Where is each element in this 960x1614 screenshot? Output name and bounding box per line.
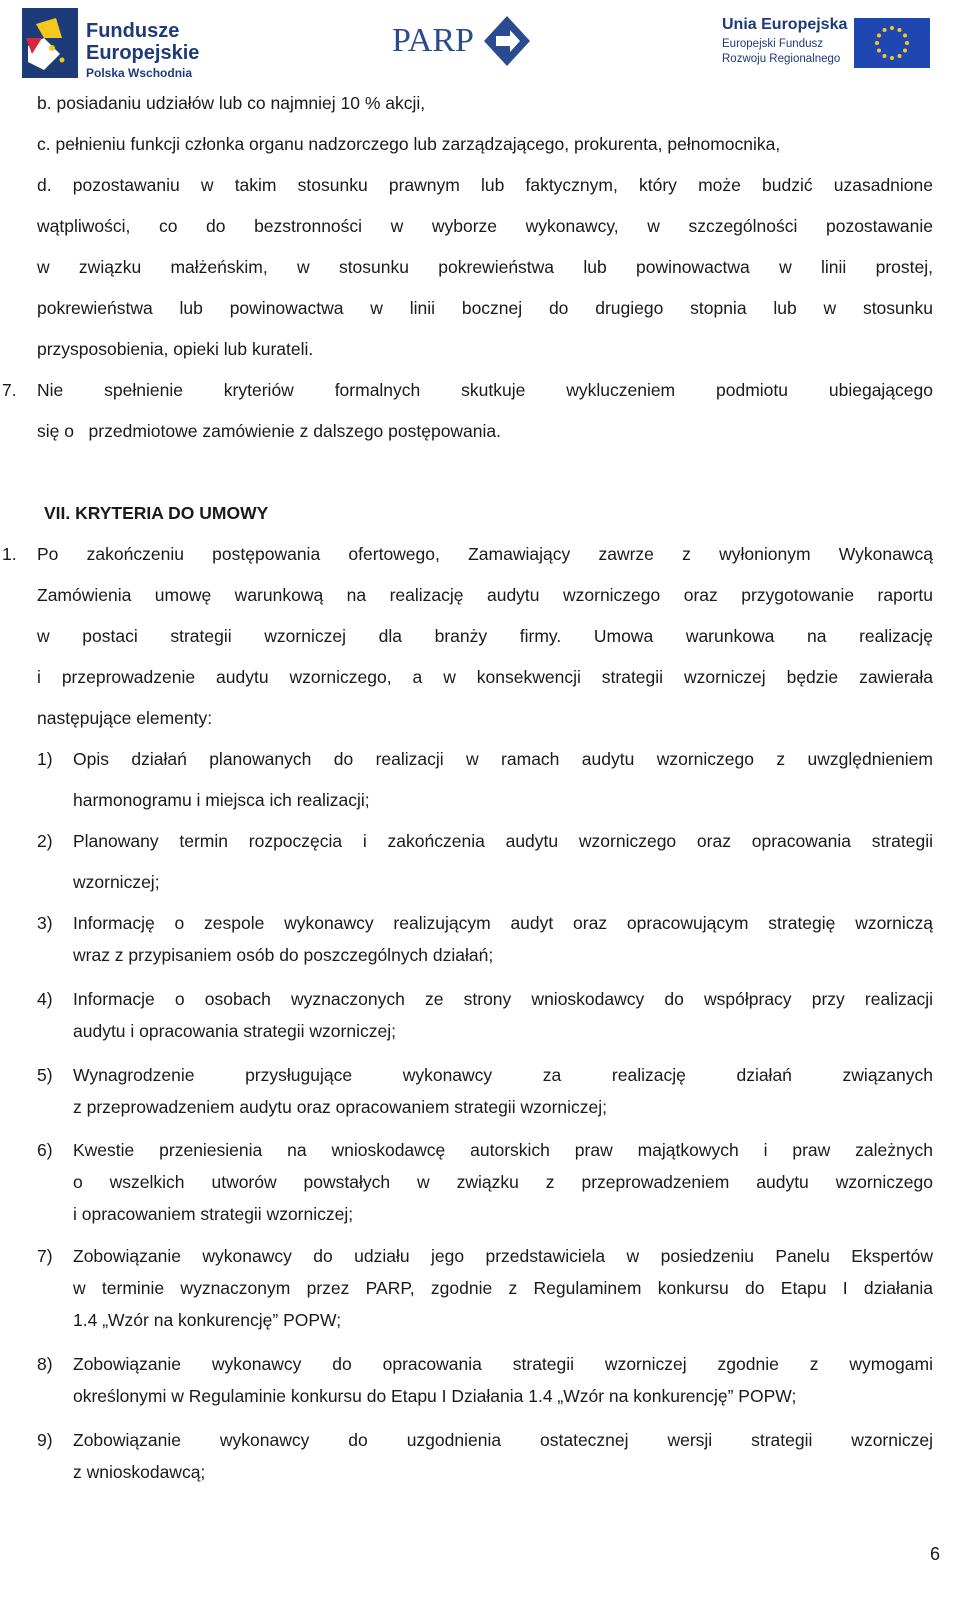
item-1-line5: następujące elementy: [37,708,213,728]
subitem-6-line1: Kwestie przeniesienia na wnioskodawcę autorskich praw majątkowych i praw zależnych [73,1140,933,1160]
subitem-8-line1: Zobowiązanie wykonawcy do opracowania strategii wzorniczej zgodnie z wymogami [73,1354,933,1374]
subitem-9-line2: z wnioskodawcą; [73,1462,206,1482]
section-heading: VII. KRYTERIA DO UMOWY [44,503,269,523]
item-7-line1: Nie spełnienie kryteriów formalnych skutkuje wykluczeniem podmiotu ubiegającego [37,380,933,400]
list-item-b: b. posiadaniu udziałów lub co najmniej 10 % akcji, [37,93,426,113]
subitem-2-line2: wzorniczej; [73,872,160,892]
subitem-7-line3: 1.4 „Wzór na konkurencję” POPW; [73,1310,342,1330]
subitem-6-line3: i opracowaniem strategii wzorniczej; [73,1204,354,1224]
fundusze-europejskie-emblem-icon [22,8,82,78]
item-7-line2: się o przedmiotowe zamówienie z dalszego postępowania. [37,421,502,441]
logo-fe-line3: Polska Wschodnia [86,66,193,80]
subitem-3-number: 3) [37,913,53,933]
item-1-line1: Po zakończeniu postępowania ofertowego, Zamawiający zawrze z wyłonionym Wykonawcą [37,544,933,564]
subitem-3-line1: Informację o zespole wykonawcy realizującym audyt oraz opracowującym strategię wzorniczą [73,913,933,933]
subitem-2-number: 2) [37,831,53,851]
subitem-6-number: 6) [37,1140,53,1160]
subitem-8-number: 8) [37,1354,53,1374]
subitem-7-number: 7) [37,1246,53,1266]
logo-fe-line2: Europejskie [86,42,200,64]
list-item-d-line1: d. pozostawaniu w takim stosunku prawnym lub faktycznym, który może budzić uzasadnione [37,175,933,195]
subitem-9-line1: Zobowiązanie wykonawcy do uzgodnienia ostatecznej wersji strategii wzorniczej [73,1430,933,1450]
logo-unia-europejska [722,16,932,70]
subitem-3-line2: wraz z przypisaniem osób do poszczególnych działań; [73,945,494,965]
subitem-8-line2: określonymi w Regulaminie konkursu do Etapu I Działania 1.4 „Wzór na konkurencję” POPW; [73,1386,797,1406]
item-1-line3: w postaci strategii wzorniczej dla branży firmy. Umowa warunkowa na realizację [37,626,933,646]
list-item-d-line5: przysposobienia, opieki lub kurateli. [37,339,314,359]
subitem-6-line2: o wszelkich utworów powstałych w związku z przeprowadzeniem audytu wzorniczego [73,1172,933,1192]
subitem-9-number: 9) [37,1430,53,1450]
list-item-d-line2: wątpliwości, co do bezstronności w wyborze wykonawcy, w szczególności pozostawanie [37,216,933,236]
item-1-line4: i przeprowadzenie audytu wzorniczego, a w konsekwencji strategii wzorniczej będzie zawierała [37,667,933,687]
subitem-5-line2: z przeprowadzeniem audytu oraz opracowaniem strategii wzorniczej; [73,1097,607,1117]
item-1-number: 1. [2,544,17,564]
eu-flag-icon [854,18,930,68]
subitem-5-number: 5) [37,1065,53,1085]
logo-ue-line2: Europejski Fundusz [722,38,823,50]
subitem-4-line2: audytu i opracowania strategii wzorniczej; [73,1021,396,1041]
list-item-d-line4: pokrewieństwa lub powinowactwa w linii bocznej do drugiego stopnia lub w stosunku [37,298,933,318]
subitem-7-line1: Zobowiązanie wykonawcy do udziału jego przedstawiciela w posiedzeniu Panelu Ekspertów [73,1246,933,1266]
subitem-7-line2: w terminie wyznaczonym przez PARP, zgodnie z Regulaminem konkursu do Etapu I działania [73,1278,933,1298]
subitem-1-line2: harmonogramu i miejsca ich realizacji; [73,790,370,810]
item-7-number: 7. [2,380,17,400]
subitem-4-line1: Informacje o osobach wyznaczonych ze strony wnioskodawcy do współpracy przy realizacji [73,989,933,1009]
logo-fe-line1: Fundusze [86,20,180,42]
list-item-c: c. pełnieniu funkcji członka organu nadzorczego lub zarządzającego, prokurenta, pełnomocnika, [37,134,781,154]
subitem-1-number: 1) [37,749,53,769]
logo-parp-word: PARP [392,22,474,59]
subitem-2-line1: Planowany termin rozpoczęcia i zakończenia audytu wzorniczego oraz opracowania strategii [73,831,933,851]
logo-ue-line1: Unia Europejska [722,16,848,33]
logo-ue-line3: Rozwoju Regionalnego [722,53,841,65]
list-item-d-line3: w związku małżeńskim, w stosunku pokrewieństwa lub powinowactwa w linii prostej, [37,257,933,277]
subitem-4-number: 4) [37,989,53,1009]
parp-emblem-icon [484,16,530,66]
item-1-line2: Zamówienia umowę warunkową na realizację audytu wzorniczego oraz przygotowanie raportu [37,585,933,605]
subitem-5-line1: Wynagrodzenie przysługujące wykonawcy za realizację działań związanych [73,1065,933,1085]
logo-fundusze-europejskie [22,8,202,78]
logo-parp [392,16,532,66]
subitem-1-line1: Opis działań planowanych do realizacji w ramach audytu wzorniczego z uwzględnieniem [73,749,933,769]
page-number: 6 [929,1544,940,1564]
